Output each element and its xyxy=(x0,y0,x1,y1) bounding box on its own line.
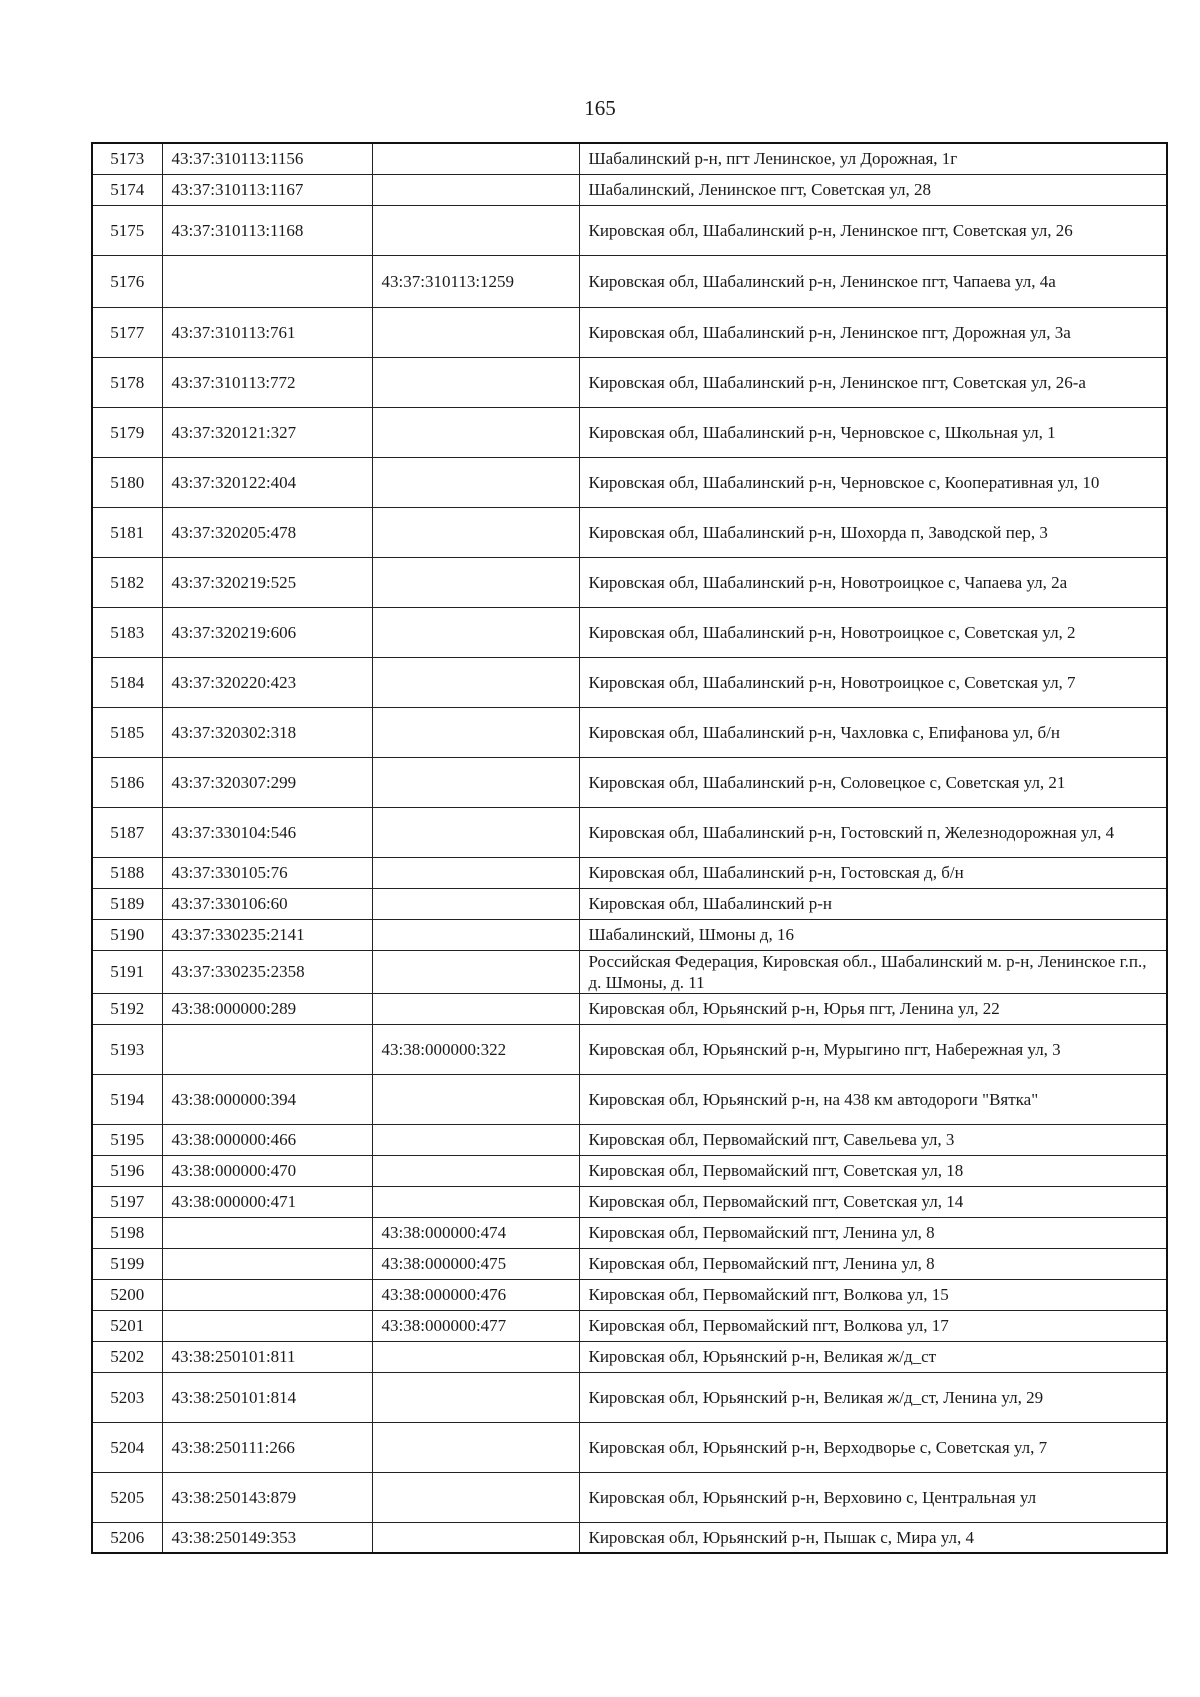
address-cell: Кировская обл, Шабалинский р-н, Ленинское пгт, Советская ул, 26 xyxy=(579,205,1167,255)
cadastral-number-cell: 43:38:250111:266 xyxy=(162,1422,372,1472)
table-row xyxy=(92,857,1167,888)
cadastral-number-cell: 43:37:310113:1167 xyxy=(162,174,372,205)
row-number-cell: 5200 xyxy=(92,1279,162,1310)
secondary-cadastral-number-cell xyxy=(372,1422,579,1472)
row-number-cell: 5179 xyxy=(92,407,162,457)
cadastral-number-cell: 43:37:330235:2358 xyxy=(162,950,372,993)
cadastral-number-cell xyxy=(162,1217,372,1248)
table-row xyxy=(92,557,1167,607)
row-number-cell: 5189 xyxy=(92,888,162,919)
table-row xyxy=(92,1124,1167,1155)
table-row xyxy=(92,1279,1167,1310)
address-cell: Кировская обл, Юрьянский р-н, на 438 км автодороги "Вятка" xyxy=(579,1074,1167,1124)
address-cell: Кировская обл, Шабалинский р-н, Ленинское пгт, Чапаева ул, 4а xyxy=(579,255,1167,307)
table-row xyxy=(92,1472,1167,1522)
cadastral-number-cell xyxy=(162,1279,372,1310)
cadastral-number-cell: 43:37:330235:2141 xyxy=(162,919,372,950)
address-cell: Шабалинский, Ленинское пгт, Советская ул, 28 xyxy=(579,174,1167,205)
secondary-cadastral-number-cell xyxy=(372,457,579,507)
cadastral-number-cell: 43:37:310113:1168 xyxy=(162,205,372,255)
table-row xyxy=(92,507,1167,557)
table-row xyxy=(92,357,1167,407)
secondary-cadastral-number-cell xyxy=(372,1522,579,1553)
table-row xyxy=(92,1372,1167,1422)
secondary-cadastral-number-cell xyxy=(372,143,579,174)
cadastral-number-cell xyxy=(162,1024,372,1074)
secondary-cadastral-number-cell xyxy=(372,707,579,757)
cadastral-number-cell: 43:38:250101:811 xyxy=(162,1341,372,1372)
secondary-cadastral-number-cell xyxy=(372,857,579,888)
secondary-cadastral-number-cell xyxy=(372,1341,579,1372)
address-cell: Кировская обл, Юрьянский р-н, Юрья пгт, Ленина ул, 22 xyxy=(579,993,1167,1024)
cadastral-number-cell: 43:38:000000:394 xyxy=(162,1074,372,1124)
cadastral-number-cell: 43:37:310113:761 xyxy=(162,307,372,357)
row-number-cell: 5199 xyxy=(92,1248,162,1279)
table-body xyxy=(92,143,1167,1553)
row-number-cell: 5196 xyxy=(92,1155,162,1186)
table-row xyxy=(92,1310,1167,1341)
table-row xyxy=(92,1074,1167,1124)
row-number-cell: 5203 xyxy=(92,1372,162,1422)
cadastral-number-cell: 43:38:250149:353 xyxy=(162,1522,372,1553)
address-cell: Кировская обл, Юрьянский р-н, Пышак с, Мира ул, 4 xyxy=(579,1522,1167,1553)
row-number-cell: 5175 xyxy=(92,205,162,255)
cadastral-number-cell: 43:37:330106:60 xyxy=(162,888,372,919)
secondary-cadastral-number-cell xyxy=(372,407,579,457)
cadastral-number-cell xyxy=(162,1310,372,1341)
row-number-cell: 5205 xyxy=(92,1472,162,1522)
address-cell: Кировская обл, Шабалинский р-н, Новотроицкое с, Чапаева ул, 2а xyxy=(579,557,1167,607)
secondary-cadastral-number-cell xyxy=(372,307,579,357)
table-row xyxy=(92,707,1167,757)
table-row xyxy=(92,950,1167,993)
row-number-cell: 5183 xyxy=(92,607,162,657)
cadastral-number-cell: 43:37:320122:404 xyxy=(162,457,372,507)
secondary-cadastral-number-cell xyxy=(372,1124,579,1155)
table-row xyxy=(92,457,1167,507)
address-cell: Кировская обл, Первомайский пгт, Волкова ул, 15 xyxy=(579,1279,1167,1310)
address-cell: Кировская обл, Юрьянский р-н, Великая ж/д_ст, Ленина ул, 29 xyxy=(579,1372,1167,1422)
row-number-cell: 5187 xyxy=(92,807,162,857)
row-number-cell: 5191 xyxy=(92,950,162,993)
table-row xyxy=(92,205,1167,255)
row-number-cell: 5202 xyxy=(92,1341,162,1372)
cadastral-number-cell: 43:38:250101:814 xyxy=(162,1372,372,1422)
table-row xyxy=(92,1024,1167,1074)
row-number-cell: 5174 xyxy=(92,174,162,205)
row-number-cell: 5194 xyxy=(92,1074,162,1124)
address-cell: Кировская обл, Шабалинский р-н, Новотроицкое с, Советская ул, 7 xyxy=(579,657,1167,707)
address-cell: Кировская обл, Юрьянский р-н, Верховино с, Центральная ул xyxy=(579,1472,1167,1522)
row-number-cell: 5197 xyxy=(92,1186,162,1217)
property-registry-table xyxy=(91,142,1168,1554)
cadastral-number-cell: 43:38:000000:470 xyxy=(162,1155,372,1186)
secondary-cadastral-number-cell xyxy=(372,757,579,807)
cadastral-number-cell xyxy=(162,255,372,307)
table-row xyxy=(92,919,1167,950)
cadastral-number-cell: 43:37:320205:478 xyxy=(162,507,372,557)
secondary-cadastral-number-cell xyxy=(372,888,579,919)
address-cell: Российская Федерация, Кировская обл., Шабалинский м. р-н, Ленинское г.п., д. Шмоны, д. 11 xyxy=(579,950,1167,993)
secondary-cadastral-number-cell xyxy=(372,205,579,255)
secondary-cadastral-number-cell xyxy=(372,1372,579,1422)
table-row xyxy=(92,993,1167,1024)
row-number-cell: 5188 xyxy=(92,857,162,888)
row-number-cell: 5173 xyxy=(92,143,162,174)
table-row xyxy=(92,143,1167,174)
row-number-cell: 5193 xyxy=(92,1024,162,1074)
table-row xyxy=(92,1217,1167,1248)
row-number-cell: 5201 xyxy=(92,1310,162,1341)
row-number-cell: 5180 xyxy=(92,457,162,507)
secondary-cadastral-number-cell xyxy=(372,507,579,557)
table-row xyxy=(92,255,1167,307)
secondary-cadastral-number-cell xyxy=(372,1155,579,1186)
secondary-cadastral-number-cell: 43:38:000000:322 xyxy=(372,1024,579,1074)
address-cell: Кировская обл, Юрьянский р-н, Великая ж/д_ст xyxy=(579,1341,1167,1372)
row-number-cell: 5185 xyxy=(92,707,162,757)
secondary-cadastral-number-cell xyxy=(372,807,579,857)
address-cell: Кировская обл, Шабалинский р-н, Ленинское пгт, Советская ул, 26-а xyxy=(579,357,1167,407)
table-row xyxy=(92,807,1167,857)
row-number-cell: 5176 xyxy=(92,255,162,307)
cadastral-number-cell: 43:37:320219:525 xyxy=(162,557,372,607)
cadastral-number-cell: 43:37:320307:299 xyxy=(162,757,372,807)
page-number: 165 xyxy=(584,96,616,120)
row-number-cell: 5192 xyxy=(92,993,162,1024)
secondary-cadastral-number-cell xyxy=(372,919,579,950)
secondary-cadastral-number-cell: 43:38:000000:477 xyxy=(372,1310,579,1341)
secondary-cadastral-number-cell: 43:37:310113:1259 xyxy=(372,255,579,307)
address-cell: Кировская обл, Шабалинский р-н, Ленинское пгт, Дорожная ул, 3а xyxy=(579,307,1167,357)
address-cell: Кировская обл, Первомайский пгт, Советская ул, 18 xyxy=(579,1155,1167,1186)
cadastral-number-cell: 43:37:310113:772 xyxy=(162,357,372,407)
row-number-cell: 5178 xyxy=(92,357,162,407)
address-cell: Кировская обл, Шабалинский р-н, Гостовский п, Железнодорожная ул, 4 xyxy=(579,807,1167,857)
address-cell: Кировская обл, Шабалинский р-н, Шохорда п, Заводской пер, 3 xyxy=(579,507,1167,557)
cadastral-number-cell xyxy=(162,1248,372,1279)
address-cell: Кировская обл, Шабалинский р-н, Черновское с, Школьная ул, 1 xyxy=(579,407,1167,457)
table-row xyxy=(92,1341,1167,1372)
secondary-cadastral-number-cell xyxy=(372,1074,579,1124)
row-number-cell: 5190 xyxy=(92,919,162,950)
cadastral-number-cell: 43:38:000000:466 xyxy=(162,1124,372,1155)
secondary-cadastral-number-cell xyxy=(372,557,579,607)
table-row xyxy=(92,307,1167,357)
table-row xyxy=(92,174,1167,205)
address-cell: Кировская обл, Первомайский пгт, Ленина ул, 8 xyxy=(579,1248,1167,1279)
address-cell: Кировская обл, Первомайский пгт, Советская ул, 14 xyxy=(579,1186,1167,1217)
secondary-cadastral-number-cell: 43:38:000000:476 xyxy=(372,1279,579,1310)
table-row xyxy=(92,757,1167,807)
secondary-cadastral-number-cell xyxy=(372,1186,579,1217)
table-row xyxy=(92,1248,1167,1279)
secondary-cadastral-number-cell xyxy=(372,357,579,407)
secondary-cadastral-number-cell xyxy=(372,950,579,993)
table-row xyxy=(92,1155,1167,1186)
secondary-cadastral-number-cell xyxy=(372,1472,579,1522)
table-row xyxy=(92,1422,1167,1472)
address-cell: Кировская обл, Шабалинский р-н xyxy=(579,888,1167,919)
cadastral-number-cell: 43:37:320220:423 xyxy=(162,657,372,707)
table-row xyxy=(92,607,1167,657)
secondary-cadastral-number-cell: 43:38:000000:475 xyxy=(372,1248,579,1279)
cadastral-number-cell: 43:37:310113:1156 xyxy=(162,143,372,174)
table-row xyxy=(92,888,1167,919)
row-number-cell: 5184 xyxy=(92,657,162,707)
table-row xyxy=(92,657,1167,707)
row-number-cell: 5186 xyxy=(92,757,162,807)
secondary-cadastral-number-cell xyxy=(372,607,579,657)
cadastral-number-cell: 43:37:320302:318 xyxy=(162,707,372,757)
row-number-cell: 5177 xyxy=(92,307,162,357)
address-cell: Шабалинский, Шмоны д, 16 xyxy=(579,919,1167,950)
row-number-cell: 5181 xyxy=(92,507,162,557)
cadastral-number-cell: 43:37:320121:327 xyxy=(162,407,372,457)
address-cell: Кировская обл, Первомайский пгт, Савельева ул, 3 xyxy=(579,1124,1167,1155)
secondary-cadastral-number-cell xyxy=(372,993,579,1024)
cadastral-number-cell: 43:37:320219:606 xyxy=(162,607,372,657)
row-number-cell: 5182 xyxy=(92,557,162,607)
row-number-cell: 5204 xyxy=(92,1422,162,1472)
row-number-cell: 5198 xyxy=(92,1217,162,1248)
cadastral-number-cell: 43:38:000000:289 xyxy=(162,993,372,1024)
secondary-cadastral-number-cell: 43:38:000000:474 xyxy=(372,1217,579,1248)
cadastral-number-cell: 43:38:250143:879 xyxy=(162,1472,372,1522)
table-row xyxy=(92,407,1167,457)
address-cell: Кировская обл, Первомайский пгт, Волкова ул, 17 xyxy=(579,1310,1167,1341)
row-number-cell: 5195 xyxy=(92,1124,162,1155)
address-cell: Шабалинский р-н, пгт Ленинское, ул Дорожная, 1г xyxy=(579,143,1167,174)
address-cell: Кировская обл, Юрьянский р-н, Верходворье с, Советская ул, 7 xyxy=(579,1422,1167,1472)
cadastral-number-cell: 43:37:330104:546 xyxy=(162,807,372,857)
table-row xyxy=(92,1186,1167,1217)
address-cell: Кировская обл, Первомайский пгт, Ленина ул, 8 xyxy=(579,1217,1167,1248)
secondary-cadastral-number-cell xyxy=(372,174,579,205)
address-cell: Кировская обл, Юрьянский р-н, Мурыгино пгт, Набережная ул, 3 xyxy=(579,1024,1167,1074)
secondary-cadastral-number-cell xyxy=(372,657,579,707)
cadastral-number-cell: 43:38:000000:471 xyxy=(162,1186,372,1217)
address-cell: Кировская обл, Шабалинский р-н, Чахловка с, Епифанова ул, б/н xyxy=(579,707,1167,757)
address-cell: Кировская обл, Шабалинский р-н, Соловецкое с, Советская ул, 21 xyxy=(579,757,1167,807)
address-cell: Кировская обл, Шабалинский р-н, Черновское с, Кооперативная ул, 10 xyxy=(579,457,1167,507)
table-row xyxy=(92,1522,1167,1553)
cadastral-number-cell: 43:37:330105:76 xyxy=(162,857,372,888)
row-number-cell: 5206 xyxy=(92,1522,162,1553)
address-cell: Кировская обл, Шабалинский р-н, Новотроицкое с, Советская ул, 2 xyxy=(579,607,1167,657)
address-cell: Кировская обл, Шабалинский р-н, Гостовская д, б/н xyxy=(579,857,1167,888)
